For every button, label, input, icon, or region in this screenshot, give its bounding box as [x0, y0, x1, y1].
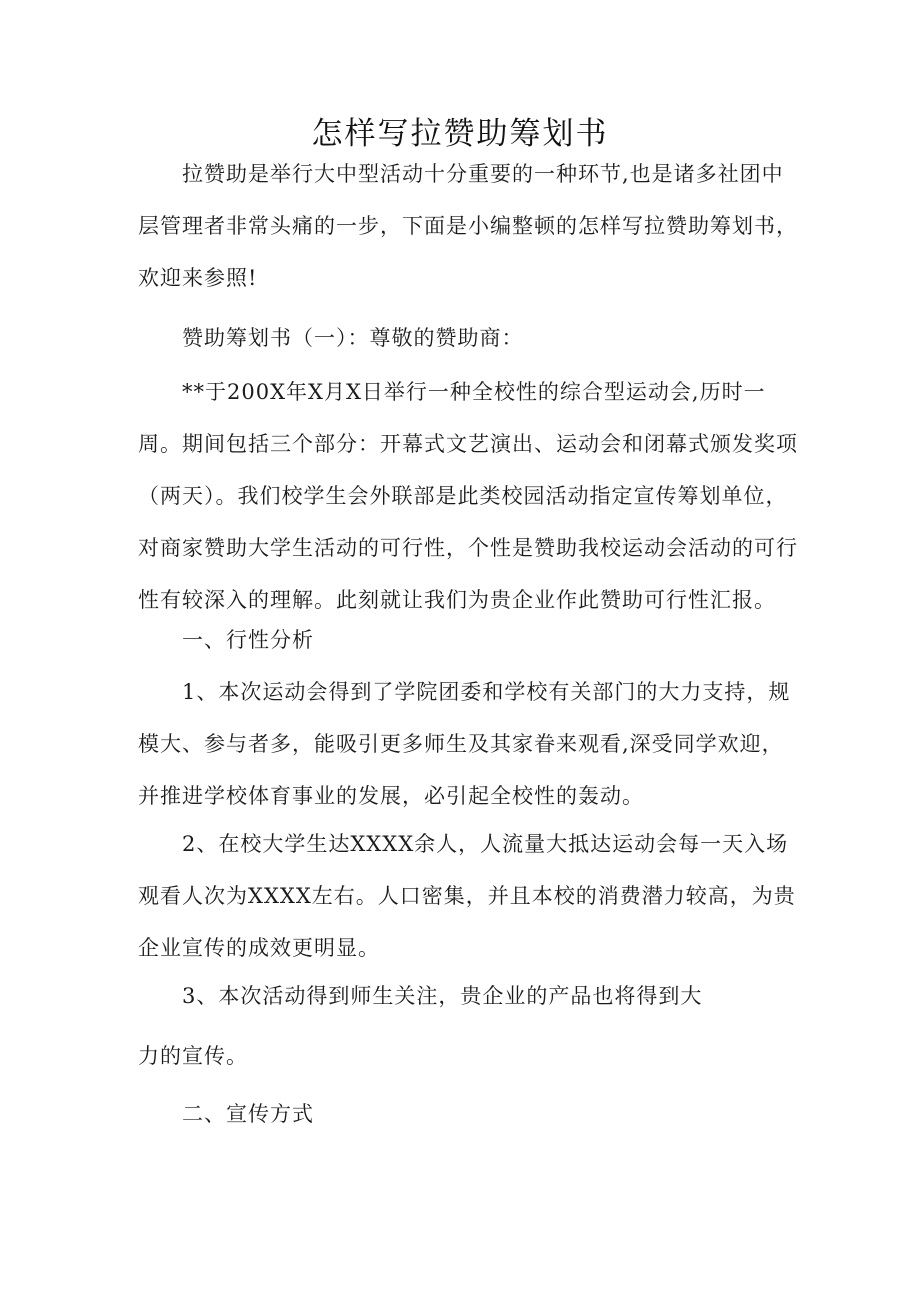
document-title: 怎样写拉赞助筹划书: [311, 116, 609, 152]
point1-paragraph: [138, 666, 798, 822]
section2-heading-paragraph: [138, 1088, 798, 1140]
background-line-1: **于200X年X月X日举行一种全校性的综合型运动会,历时一: [182, 380, 766, 404]
intro-line-3: 欢迎来参照!: [138, 266, 258, 290]
point3-paragraph: [138, 970, 798, 1082]
point2-paragraph: [138, 818, 798, 974]
point3-line-1: 3、本次活动得到师生关注，贵企业的产品也将得到大: [182, 984, 703, 1008]
intro-paragraph: [138, 148, 798, 304]
background-line-5: 性有较深入的理解。此刻就让我们为贵企业作此赞助可行性汇报。: [138, 588, 776, 612]
point1-line-3: 并推进学校体育事业的发展，必引起全校性的轰动。: [138, 784, 644, 808]
plan-heading-paragraph: [138, 312, 798, 364]
section1-heading: 一、行性分析: [182, 628, 314, 652]
point1-line-2: 模大、参与者多，能吸引更多师生及其家眷来观看,深受同学欢迎，: [138, 732, 784, 756]
point3-line-2: 力的宣传。: [138, 1044, 248, 1068]
point2-line-3: 企业宣传的成效更明显。: [138, 936, 380, 960]
plan-heading: 赞助筹划书（一）：尊敬的赞助商：: [182, 326, 524, 350]
intro-line-2: 层管理者非常头痛的一步，下面是小编整顿的怎样写拉赞助筹划书，: [138, 214, 798, 238]
background-paragraph: [138, 366, 798, 626]
background-line-2: 周。期间包括三个部分：开幕式文艺演出、运动会和闭幕式颁发奖项: [138, 432, 798, 456]
intro-line-1: 拉赞助是举行大中型活动十分重要的一种环节,也是诸多社团中: [182, 162, 784, 186]
background-line-3: （两天）。我们校学生会外联部是此类校园活动指定宣传筹划单位，: [138, 484, 788, 508]
point2-line-2: 观看人次为XXXX左右。人口密集，并且本校的消费潜力较高，为贵: [138, 884, 796, 908]
point1-line-1: 1、本次运动会得到了学院团委和学校有关部门的大力支持，规: [182, 680, 791, 704]
section2-heading: 二、宣传方式: [182, 1102, 314, 1126]
section1-heading-paragraph: [138, 614, 798, 666]
background-line-4: 对商家赞助大学生活动的可行性，个性是赞助我校运动会活动的可行: [138, 536, 798, 560]
point2-line-1: 2、在校大学生达XXXX余人，人流量大抵达运动会每一天入场: [182, 832, 789, 856]
